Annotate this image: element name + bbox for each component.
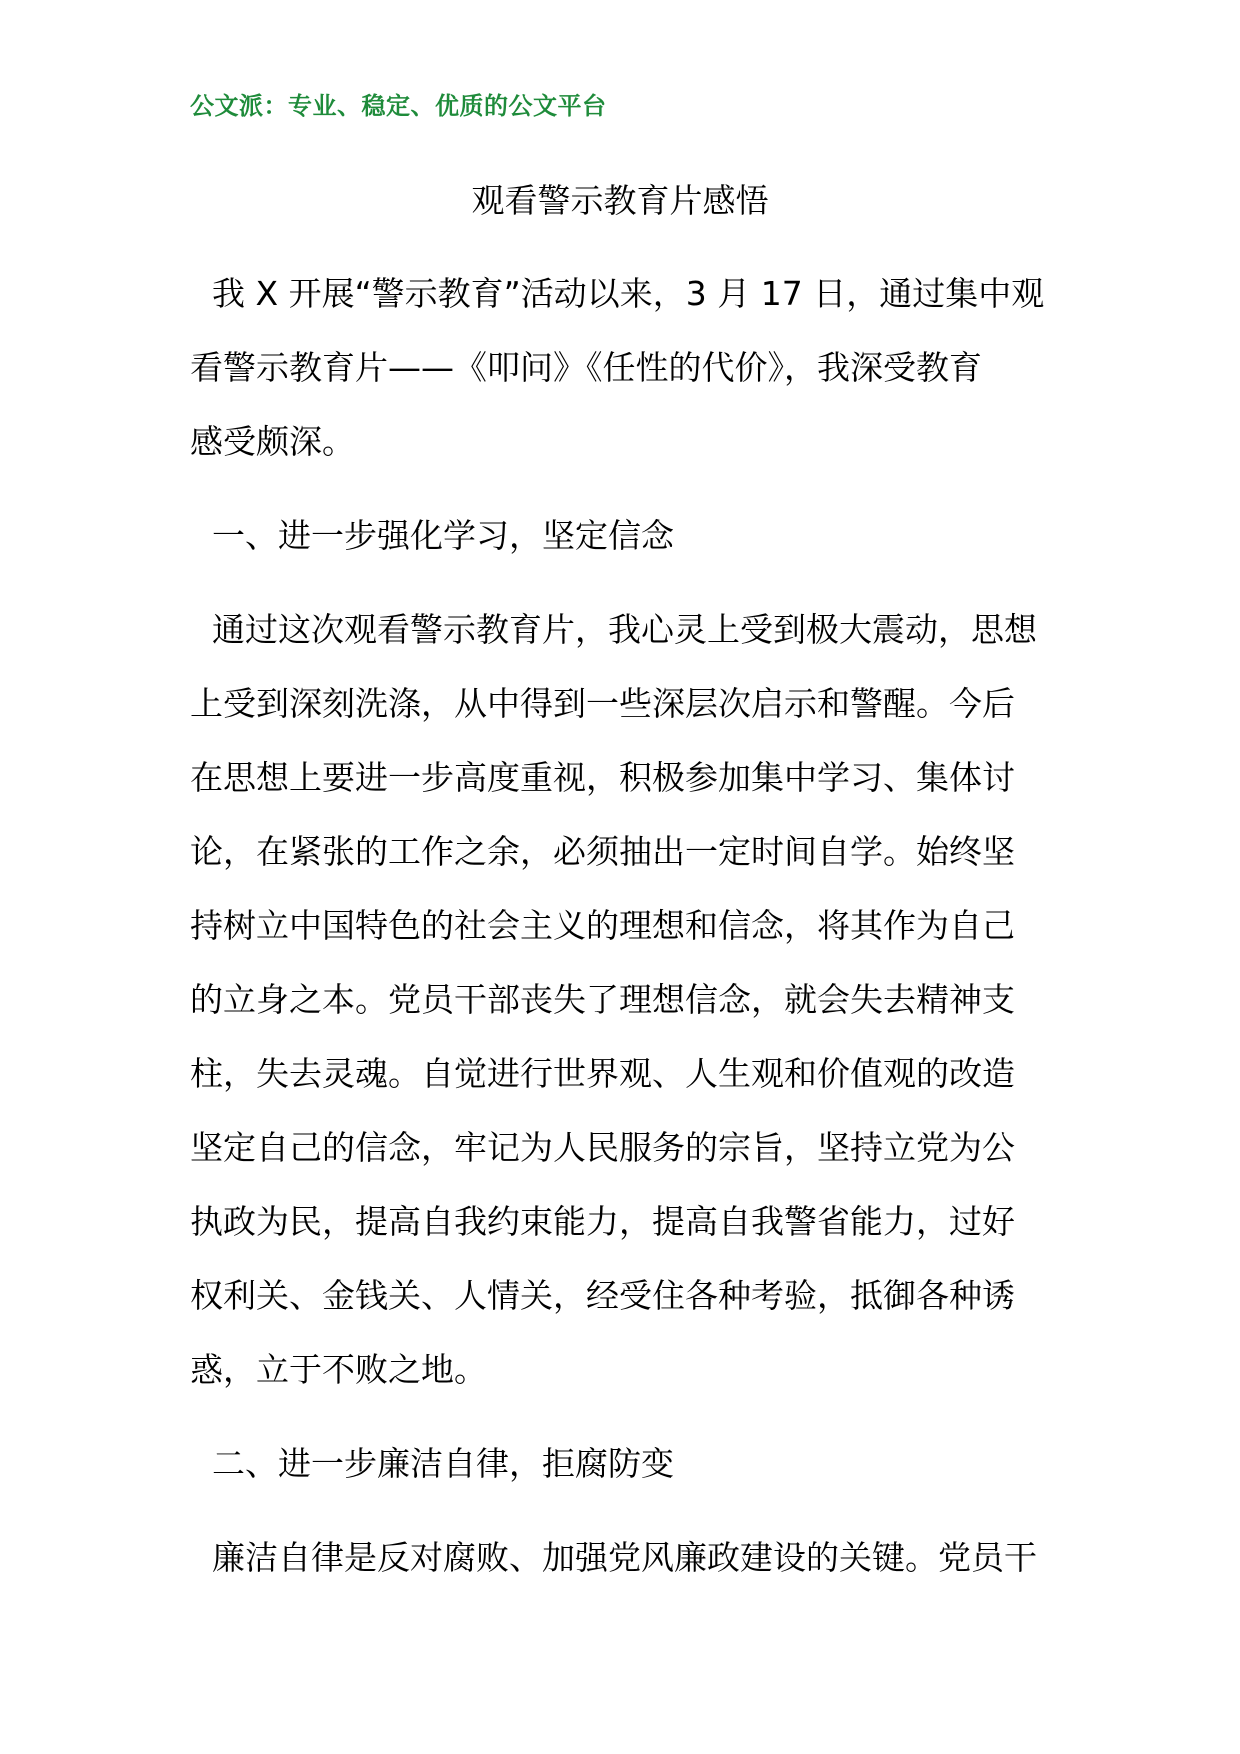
text-line: 持树立中国特色的社会主义的理想和信念，将其作为自己 [190, 906, 1015, 945]
text-line: 看警示教育片——《叩问》《任性的代价》，我深受教育 [190, 348, 982, 387]
text-line: 执政为民，提高自我约束能力，提高自我警省能力，过好 [190, 1202, 1015, 1241]
text-line: 的立身之本。党员干部丧失了理想信念，就会失去精神支 [190, 980, 1015, 1019]
text-line: 通过这次观看警示教育片，我心灵上受到极大震动，思想 [212, 610, 1037, 649]
section-heading-1 [190, 499, 1060, 573]
document-title: 观看警示教育片感悟 [471, 181, 769, 220]
text-line: 在思想上要进一步高度重视，积极参加集中学习、集体讨 [190, 758, 1015, 797]
section-heading-2 [190, 1427, 1060, 1501]
paragraph-intro [190, 257, 1060, 479]
text-line: 惑，立于不败之地。 [190, 1350, 487, 1389]
document-body [190, 257, 1060, 1595]
text-line: 论，在紧张的工作之余，必须抽出一定时间自学。始终坚 [190, 832, 1015, 871]
text-line: 上受到深刻洗涤，从中得到一些深层次启示和警醒。今后 [190, 684, 1015, 723]
section-heading-text: 一、进一步强化学习，坚定信念 [212, 516, 674, 555]
section-heading-text: 二、进一步廉洁自律，拒腐防变 [212, 1444, 674, 1483]
text-line: 柱，失去灵魂。自觉进行世界观、人生观和价值观的改造 [190, 1054, 1015, 1093]
text-line: 廉洁自律是反对腐败、加强党风廉政建设的关键。党员干 [212, 1538, 1037, 1577]
text-line: 我 X 开展“警示教育”活动以来，3 月 17 日，通过集中观 [212, 274, 1045, 313]
paragraph-section-2 [190, 1521, 1060, 1595]
platform-header: 公文派：专业、稳定、优质的公文平台 [190, 92, 607, 120]
paragraph-section-1 [190, 593, 1060, 1407]
text-line: 坚定自己的信念，牢记为人民服务的宗旨，坚持立党为公 [190, 1128, 1015, 1167]
text-line: 感受颇深。 [190, 422, 355, 461]
text-line: 权利关、金钱关、人情关，经受住各种考验，抵御各种诱 [190, 1276, 1015, 1315]
